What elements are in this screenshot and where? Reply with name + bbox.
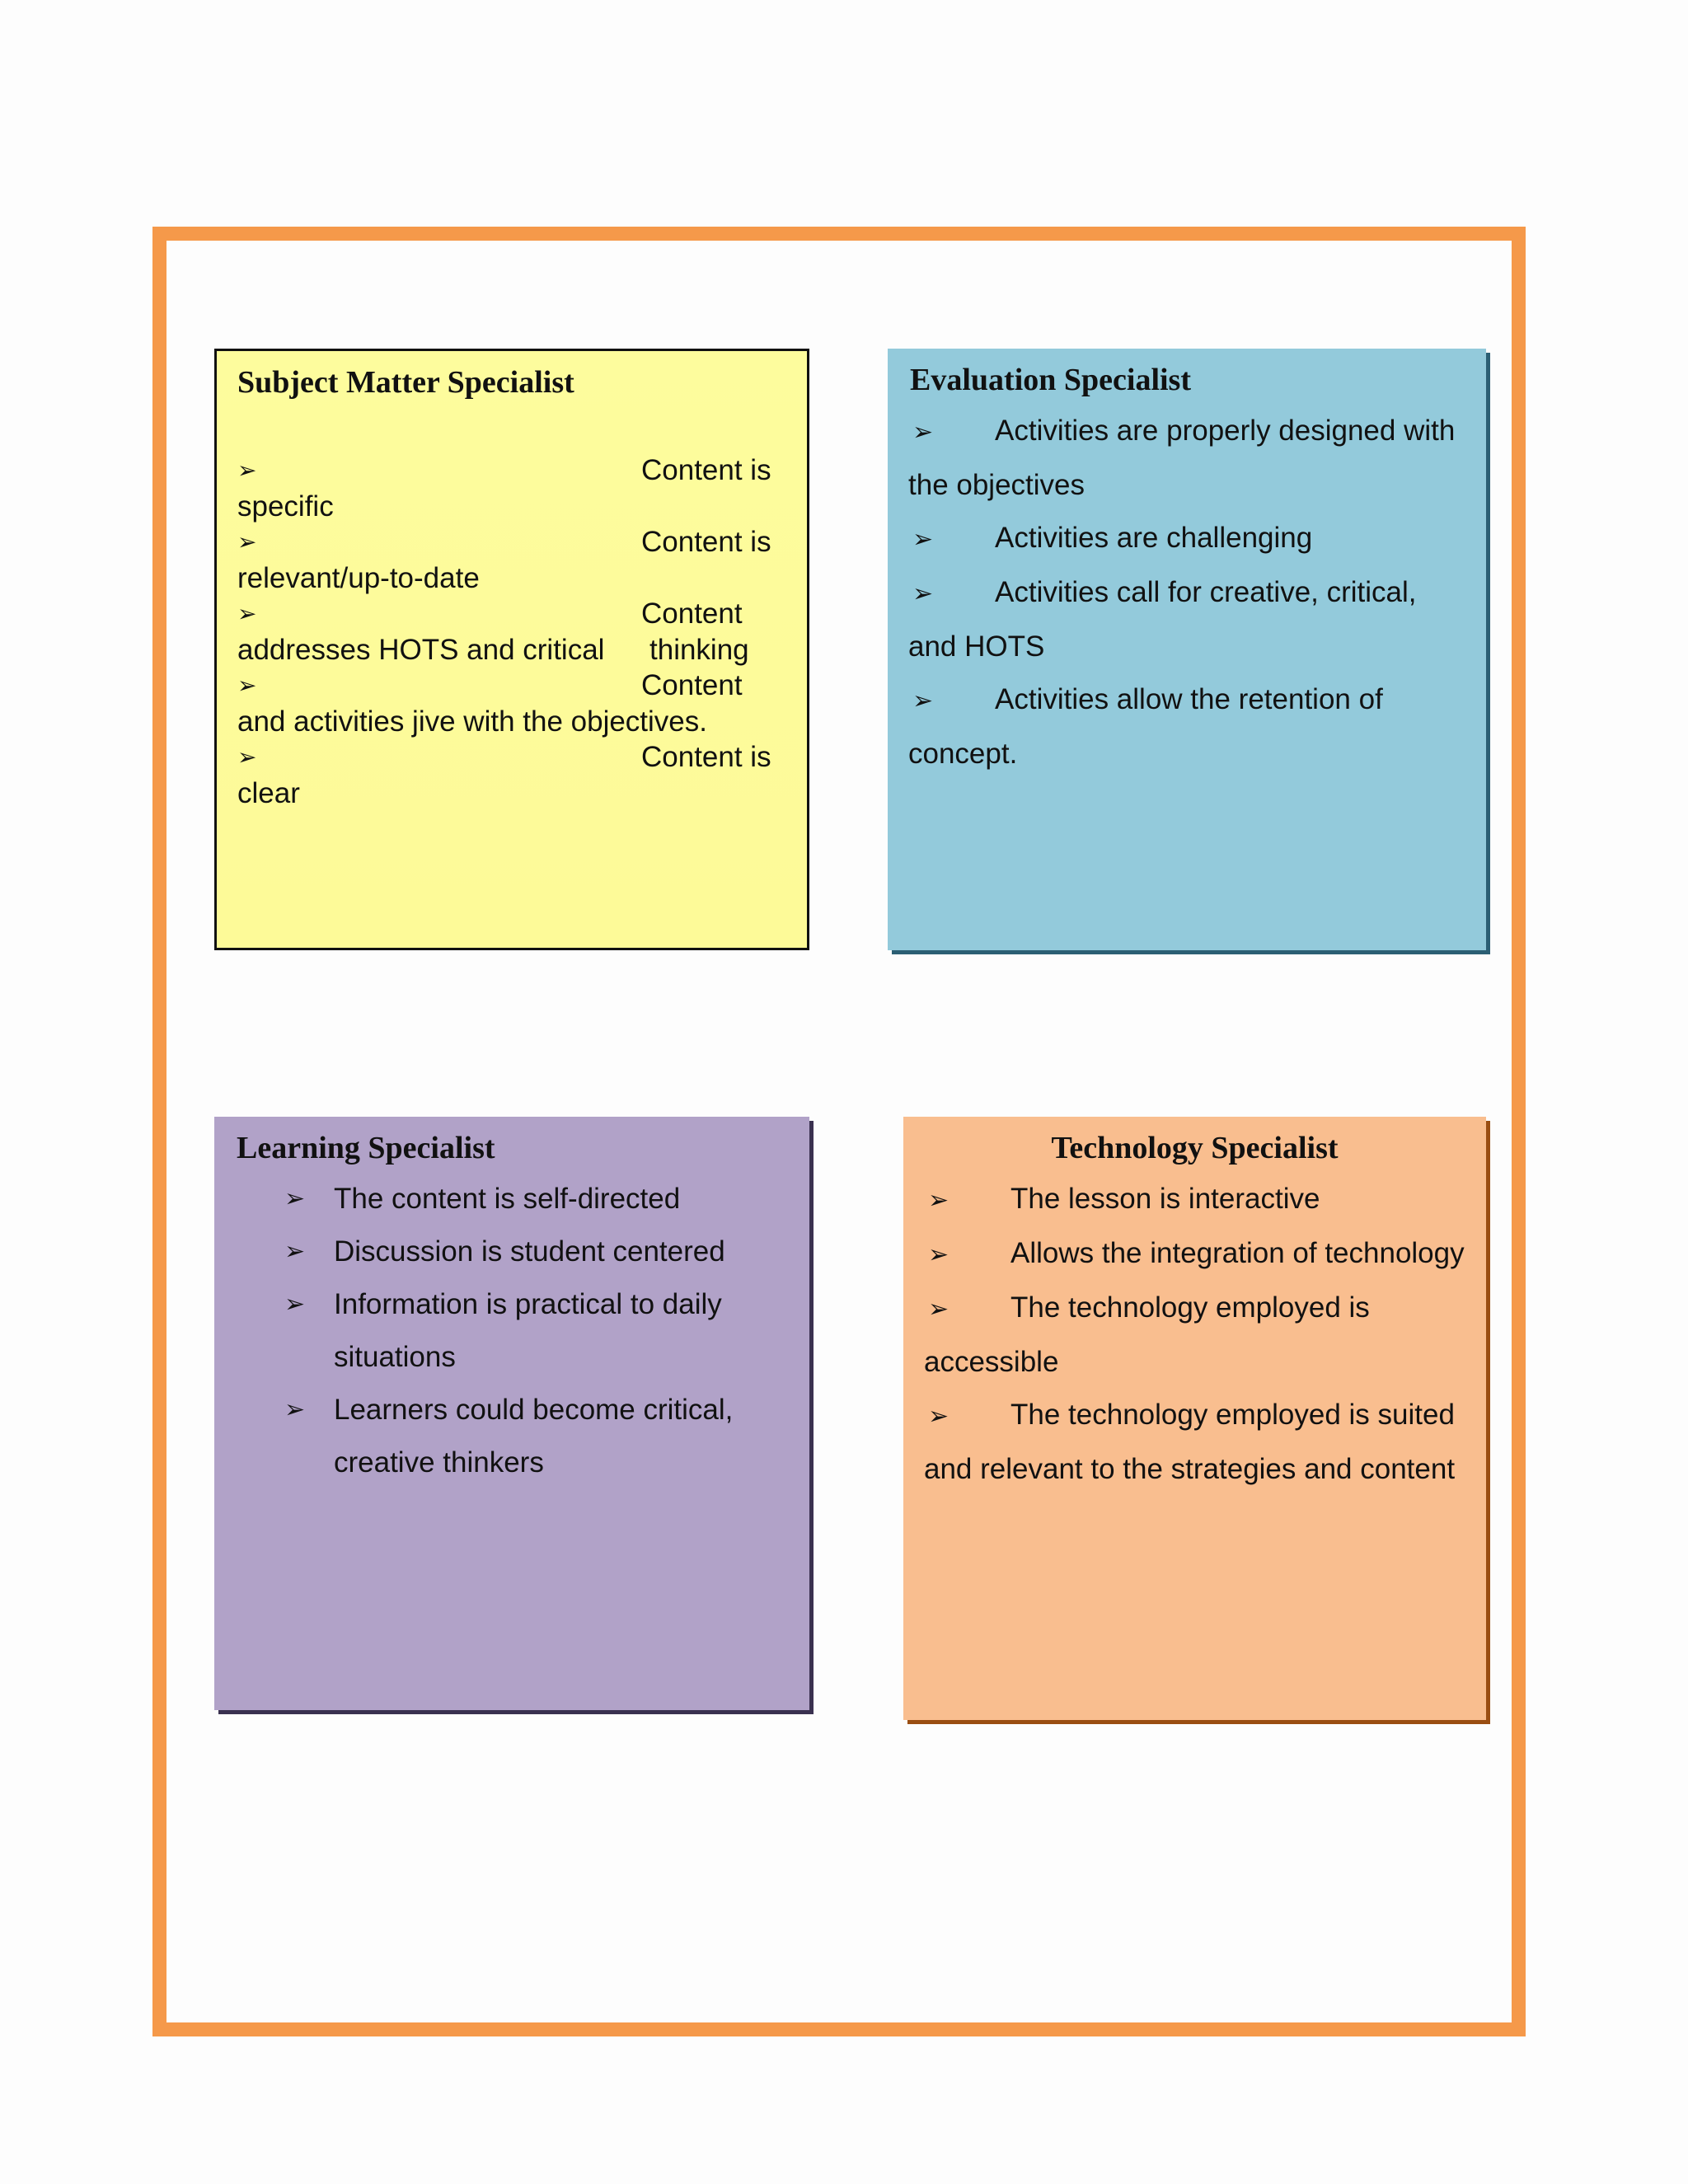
list-item <box>924 1282 1468 1389</box>
arrow-bullet-icon: ➢ <box>284 1395 306 1424</box>
learning-card <box>214 1117 809 1710</box>
list-item <box>924 1227 1468 1282</box>
list-item <box>284 1226 779 1278</box>
evaluation-list <box>908 405 1469 780</box>
learning-item-text: Discussion is student centered <box>334 1235 725 1268</box>
list-item <box>908 512 1469 566</box>
arrow-bullet-icon: ➢ <box>237 743 257 771</box>
technology-item-text: Allows the integration of technology <box>1010 1237 1465 1269</box>
subject-item-lead: Content is <box>641 741 771 773</box>
evaluation-card <box>888 349 1486 950</box>
subject-item-lead: Content is <box>641 526 771 558</box>
arrow-bullet-icon: ➢ <box>928 1402 950 1431</box>
arrow-bullet-icon: ➢ <box>237 457 257 484</box>
subject-item-cont-wrap <box>237 632 749 668</box>
list-item <box>908 566 1469 673</box>
evaluation-item-text: Activities allow the retention of concept. <box>908 683 1383 770</box>
arrow-bullet-icon: ➢ <box>237 672 257 699</box>
list-item <box>284 1173 779 1226</box>
evaluation-item-text: Activities call for creative, critical, and HOTS <box>908 576 1417 663</box>
subject-item-lead: Content <box>641 669 743 701</box>
arrow-bullet-icon: ➢ <box>912 579 934 608</box>
technology-item-text: The lesson is interactive <box>1010 1183 1320 1215</box>
list-item <box>924 1389 1468 1496</box>
subject-matter-card <box>214 349 809 950</box>
arrow-bullet-icon: ➢ <box>284 1237 306 1266</box>
arrow-bullet-icon: ➢ <box>928 1186 950 1215</box>
technology-list <box>924 1173 1468 1496</box>
list-item <box>908 673 1469 780</box>
subject-item-tail: thinking <box>649 634 749 666</box>
learning-title: Learning Specialist <box>237 1131 495 1165</box>
learning-item-text: Learners could become critical, creative thinkers <box>334 1394 734 1479</box>
arrow-bullet-icon: ➢ <box>928 1240 950 1269</box>
technology-card <box>903 1117 1486 1720</box>
list-item <box>284 1278 779 1384</box>
arrow-bullet-icon: ➢ <box>284 1184 306 1213</box>
evaluation-item-text: Activities are challenging <box>995 522 1313 554</box>
arrow-bullet-icon: ➢ <box>912 418 934 447</box>
evaluation-item-text: Activities are properly designed with the objectives <box>908 415 1456 501</box>
subject-item-cont: addresses HOTS and critical <box>237 634 605 666</box>
subject-item-lead: Content <box>641 598 743 630</box>
subject-item-cont: and activities jive with the objectives. <box>237 705 707 738</box>
arrow-bullet-icon: ➢ <box>912 525 934 554</box>
subject-item-lead: Content is <box>641 454 771 486</box>
arrow-bullet-icon: ➢ <box>284 1290 306 1319</box>
arrow-bullet-icon: ➢ <box>237 528 257 555</box>
learning-list <box>284 1173 779 1489</box>
subject-item-cont: specific <box>237 490 334 523</box>
subject-item-cont: relevant/up-to-date <box>237 562 480 594</box>
learning-item-text: The content is self-directed <box>334 1183 681 1215</box>
arrow-bullet-icon: ➢ <box>912 687 934 715</box>
technology-title: Technology Specialist <box>1051 1131 1339 1165</box>
learning-item-text: Information is practical to daily situations <box>334 1288 722 1373</box>
list-item <box>924 1173 1468 1227</box>
list-item <box>284 1384 779 1489</box>
technology-item-text: The technology employed is accessible <box>924 1291 1370 1378</box>
evaluation-title: Evaluation Specialist <box>910 363 1191 397</box>
subject-item-cont: clear <box>237 777 300 809</box>
arrow-bullet-icon: ➢ <box>928 1295 950 1324</box>
subject-matter-title: Subject Matter Specialist <box>237 365 574 400</box>
list-item <box>908 405 1469 512</box>
technology-item-text: The technology employed is suited and relevant to the strategies and content <box>924 1399 1456 1485</box>
arrow-bullet-icon: ➢ <box>237 600 257 627</box>
